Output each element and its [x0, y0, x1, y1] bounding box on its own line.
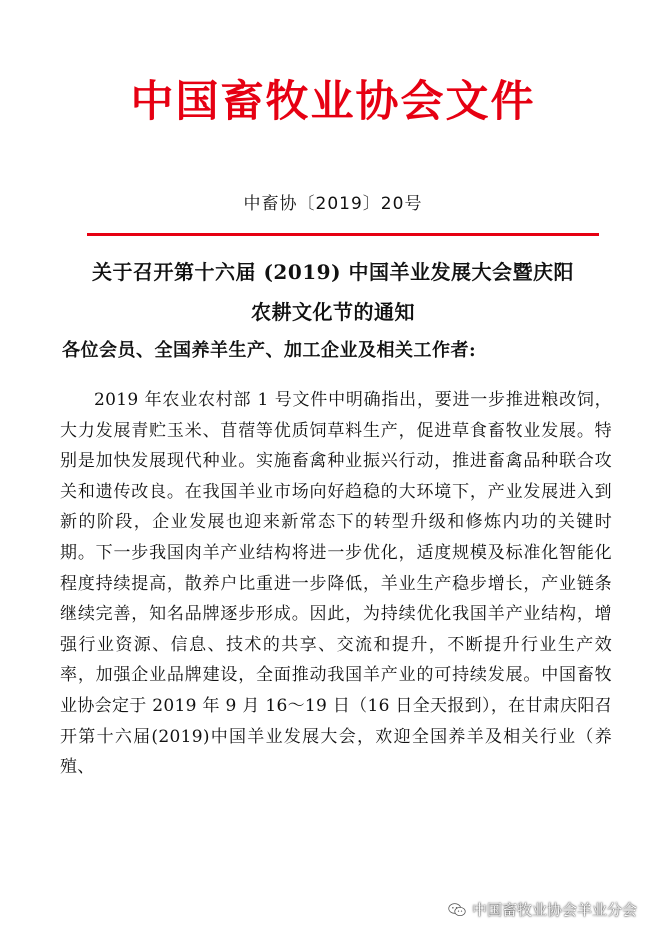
salutation: 各位会员、全国养羊生产、加工企业及相关工作者:: [62, 340, 477, 361]
notice-body-paragraph: 2019 年农业农村部 1 号文件中明确指出，要进一步推进粮改饲，大力发展青贮玉米、苜蓿等优质饲草料生产，促进草食畜牧业发展。特别是加快发展现代种业。实施畜禽种业振兴行动，推进畜禽品种联合攻关和遗传改良。在我国羊业市场向好趋稳的大环境下，产业发展进入到新的阶段，企业发展也迎来新常态下的转型升级和修炼内功的关键时期。下一步我国肉羊产业结构将进一步优化，适度规模及标准化智能化程度持续提高，散养户比重进一步降低，羊业生产稳步增长，产业链条继续完善，知名品牌逐步形成。因此，为持续优化我国羊产业结构，增强行业资源、信息、技术的共享、交流和提升，不断提升行业生产效率，加强企业品牌建设，全面推动我国羊产业的可持续发展。中国畜牧业协会定于 2019 年 9 月 16～19 日（16 日全天报到），在甘肃庆阳召开第十六届(2019)中国羊业发展大会，欢迎全国养羊及相关行业（养殖、: [60, 390, 612, 778]
notice-title: [40, 252, 626, 332]
wechat-icon: [448, 902, 466, 918]
notice-title-line-1: 关于召开第十六届 (2019) 中国羊业发展大会暨庆阳: [91, 260, 574, 284]
document-number: 中畜协〔2019〕20号: [243, 194, 423, 214]
wechat-watermark: [448, 899, 637, 920]
red-divider-line: [87, 233, 599, 236]
watermark-text: 中国畜牧业协会羊业分会: [472, 901, 638, 919]
document-header-title: 中国畜牧业协会文件: [130, 77, 536, 127]
notice-title-line-2: 农耕文化节的通知: [251, 300, 415, 324]
